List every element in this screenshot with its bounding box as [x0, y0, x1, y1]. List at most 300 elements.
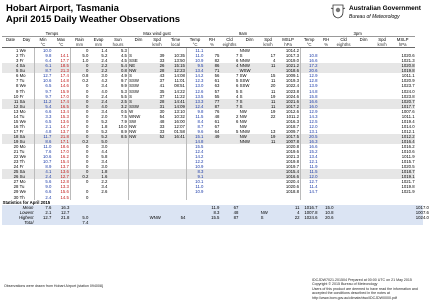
table-cell: 22: [13, 154, 19, 160]
table-cell: 11.2: [34, 99, 52, 104]
statistics-banner: Statistics for April 2015: [2, 200, 415, 205]
table-cell: 4: [273, 58, 276, 64]
table-cell: 13.4: [186, 68, 204, 73]
table-cell: Tu: [19, 113, 25, 119]
table-cell: 1022.4: [285, 83, 300, 89]
table-cell: 12.8: [60, 179, 69, 185]
table-cell: 0: [70, 63, 89, 68]
table-cell: Fr: [19, 93, 24, 99]
statistics-cell: 1024.0: [415, 214, 429, 220]
table-cell: Fr: [19, 128, 24, 134]
table-cell: 4.5: [120, 58, 127, 64]
statistics-cell: [128, 220, 149, 225]
table-cell: 0: [70, 144, 89, 149]
table-cell: 11: [270, 88, 276, 94]
table-cell: 13.6: [52, 169, 70, 174]
statistics-cell: 22: [276, 215, 300, 220]
table-cell: SSE: [128, 58, 149, 63]
table-cell: 5: [2, 68, 19, 73]
table-cell: 15.1: [186, 134, 204, 139]
table-cell: 5.8: [101, 154, 108, 160]
report-title-period: April 2015 Daily Weather Observations: [6, 14, 181, 25]
table-cell: 5.0: [89, 139, 108, 144]
table-cell: 15.4: [60, 159, 69, 165]
footer-station-note: Observations were drawn from Hobart Airport {station 094008}: [4, 284, 104, 288]
table-cell: 13.7: [60, 164, 69, 170]
table-cell: 1011.1: [401, 73, 415, 79]
table-cell: 2: [236, 113, 239, 119]
table-cell: 33: [159, 123, 165, 129]
table-cell: 52: [149, 134, 165, 139]
table-cell: Sa: [19, 99, 34, 104]
statistics-cell: 4: [276, 210, 300, 215]
table-cell: 0.2: [70, 139, 89, 144]
table-cell: NNW: [239, 128, 250, 134]
table-cell: 1.8: [89, 169, 108, 174]
weather-observations-table: [2, 31, 429, 225]
statistics-cell: S: [260, 215, 276, 220]
table-cell: 12.6: [186, 89, 204, 94]
table-cell: 2.1: [34, 124, 52, 129]
table-cell: 3.4: [101, 83, 108, 89]
table-cell: Su: [19, 139, 34, 144]
table-cell: 57: [214, 88, 220, 94]
table-cell: Sa: [19, 169, 34, 174]
table-cell: 1012.1: [401, 128, 415, 134]
table-cell: 0: [70, 195, 89, 200]
table-cell: 1019.8: [390, 68, 415, 73]
table-cell: 1015.4: [276, 169, 300, 174]
table-cell: 4: [236, 93, 239, 99]
table-cell: S: [128, 99, 149, 104]
statistics-cell: 16.3: [52, 205, 70, 210]
table-cell: 10.6: [34, 154, 52, 159]
statistics-label: Total: [2, 220, 34, 225]
table-cell: 1016.3: [285, 118, 300, 124]
column-unit: °C: [34, 42, 52, 48]
table-cell: 2.0: [101, 113, 108, 119]
table-cell: Su: [19, 174, 34, 179]
table-cell: 9.1: [186, 174, 204, 179]
table-cell: 11.4: [300, 184, 318, 189]
table-cell: We: [19, 118, 26, 124]
table-cell: 16:41: [165, 134, 186, 139]
statistics-cell: 67: [220, 205, 239, 210]
column-header: Max: [56, 37, 66, 43]
statistics-label: Mean: [2, 205, 34, 210]
table-cell: 7: [16, 78, 19, 84]
table-cell: 4.2: [101, 78, 108, 84]
table-cell: 1023.7: [401, 83, 415, 89]
table-cell: 11.7: [34, 134, 52, 139]
statistics-cell: 7.6: [34, 205, 52, 210]
table-cell: 8.9: [34, 164, 52, 169]
table-cell: 1017.3: [285, 53, 300, 59]
table-cell: 1021.6: [276, 99, 300, 104]
table-cell: 12.4: [186, 104, 204, 109]
table-cell: 1019.6: [285, 149, 300, 155]
statistics-cell: [415, 220, 423, 225]
table-cell: 1020.7: [390, 99, 415, 104]
statistics-cell: 20.6: [318, 215, 334, 220]
column-unit: mm: [70, 42, 89, 48]
table-cell: 01:58: [174, 128, 185, 134]
table-cell: 08:51: [174, 83, 185, 89]
daily-rows: [2, 48, 423, 200]
table-cell: Tu: [19, 149, 25, 155]
statistics-cell: 1016.7: [300, 205, 318, 210]
table-cell: 15.8: [300, 94, 318, 99]
statistics-cell: [186, 220, 204, 225]
statistics-cell: 5.0: [70, 215, 89, 220]
table-cell: 41: [159, 83, 165, 89]
table-cell: 19: [270, 93, 276, 99]
statistics-cell: 21.8: [52, 215, 70, 220]
footer-copyright-block: [312, 278, 424, 300]
table-cell: 10.0: [34, 48, 52, 54]
table-cell: 1017.2: [276, 104, 300, 109]
table-cell: 1.6: [89, 174, 108, 179]
table-cell: 14: [13, 113, 19, 119]
table-cell: 14.7: [60, 123, 69, 129]
table-cell: We: [19, 189, 26, 195]
table-cell: 13: [270, 128, 276, 134]
statistics-cell: [34, 220, 52, 225]
table-cell: 1019.4: [401, 118, 415, 124]
table-cell: NNW: [239, 58, 250, 64]
table-cell: W: [128, 109, 149, 114]
table-cell: NNW: [239, 48, 250, 54]
footer-line-4: accepted the conditions described in the notes at: [312, 291, 390, 296]
table-cell: 31: [149, 104, 165, 109]
statistics-cell: NW: [260, 210, 276, 215]
statistics-cell: [260, 220, 276, 225]
table-cell: 10.0: [118, 123, 127, 129]
table-cell: 10:32: [174, 113, 185, 119]
table-cell: 11: [2, 99, 19, 104]
table-cell: 55: [214, 93, 220, 99]
table-cell: We: [19, 83, 26, 89]
table-cell: 35: [159, 88, 165, 94]
table-cell: 0: [70, 124, 89, 129]
table-cell: 2.5: [108, 99, 128, 104]
table-cell: 16.5: [52, 104, 70, 109]
table-cell: 7.9: [120, 118, 127, 124]
statistics-cell: 1017.0: [415, 204, 429, 210]
group-max-wind-gust: Max wind gust: [128, 31, 186, 37]
column-header: Dirn: [245, 37, 254, 43]
table-cell: 13:10: [174, 108, 185, 114]
table-cell: 1018.7: [285, 123, 300, 129]
table-cell: 15.3: [60, 113, 69, 119]
statistics-cell: 8.3: [204, 210, 220, 215]
table-cell: Th: [19, 88, 25, 94]
table-cell: 6.6: [34, 189, 52, 194]
table-cell: 3.4: [101, 108, 108, 114]
column-header: Temp: [303, 37, 315, 43]
table-cell: 4.1: [34, 169, 52, 174]
table-cell: 5.6: [34, 179, 52, 184]
statistics-cell: [374, 220, 390, 225]
table-cell: 14.5: [60, 194, 69, 200]
statistics-label: Highest: [2, 215, 34, 220]
table-cell: NW: [128, 134, 149, 139]
table-cell: 13.3: [186, 99, 204, 104]
table-cell: 1018.6: [276, 68, 300, 73]
table-cell: 0: [70, 48, 89, 54]
statistics-row: [2, 220, 423, 225]
statistics-cell: [89, 220, 108, 225]
table-cell: Su: [19, 104, 34, 109]
column-header: Spd: [264, 37, 272, 43]
table-cell: 14.3: [300, 114, 318, 119]
table-cell: SSW: [128, 78, 149, 83]
table-cell: 10.7: [34, 159, 52, 164]
table-cell: 0: [70, 179, 89, 184]
table-cell: 0.8: [70, 73, 89, 78]
table-cell: 27: [13, 179, 19, 185]
table-cell: 15.2: [300, 149, 318, 154]
table-cell: S: [239, 104, 260, 109]
table-cell: 10.9: [186, 164, 204, 169]
table-cell: 20: [270, 83, 276, 89]
table-cell: SSW: [239, 78, 250, 84]
table-cell: 12.7: [300, 179, 318, 184]
column-header: Cld: [340, 37, 347, 43]
table-cell: 14.8: [186, 139, 204, 144]
table-cell: 1016.6: [276, 174, 300, 179]
column-unit: hPa: [276, 42, 300, 48]
table-cell: 2.2: [89, 63, 108, 68]
table-cell: 3.2: [108, 104, 128, 109]
table-cell: 14.8: [60, 78, 69, 84]
table-cell: 0: [70, 164, 89, 169]
table-cell: 6.6: [34, 109, 52, 114]
table-cell: 13.0: [186, 83, 204, 88]
table-cell: Th: [19, 194, 25, 200]
statistics-cell: 87: [220, 215, 239, 220]
table-cell: 5.3: [120, 48, 127, 54]
table-cell: 2.6: [101, 189, 108, 195]
table-cell: 54: [159, 113, 165, 119]
table-cell: 12.9: [300, 73, 318, 78]
table-cell: 23: [13, 159, 19, 165]
column-header: MSLP: [282, 37, 294, 43]
table-cell: 1021.2: [276, 63, 300, 68]
statistics-cell: [108, 220, 128, 225]
table-cell: 0.2: [70, 78, 89, 83]
table-cell: 20.6: [300, 68, 318, 73]
table-cell: 4: [2, 63, 19, 68]
table-cell: 1012.2: [390, 134, 415, 139]
table-cell: 1.4: [101, 48, 108, 54]
table-cell: 1020.4: [285, 179, 300, 185]
table-cell: 28: [149, 99, 165, 104]
statistics-cell: 2.1: [34, 210, 52, 215]
table-cell: 12.7: [52, 174, 70, 179]
table-cell: 0: [70, 99, 89, 104]
table-cell: 2.2: [101, 179, 108, 185]
table-cell: 13: [13, 108, 19, 114]
table-cell: 13.6: [60, 118, 69, 124]
table-cell: NW: [239, 108, 247, 114]
table-cell: Fr: [19, 58, 24, 64]
statistics-cell: 7.4: [70, 220, 89, 225]
table-cell: 0.8: [108, 68, 128, 73]
table-cell: 1023.8: [285, 88, 300, 94]
column-unit: °C: [300, 42, 318, 48]
table-cell: 1020.6: [285, 184, 300, 190]
table-cell: 1019.8: [285, 159, 300, 165]
table-cell: 7.6: [34, 149, 52, 154]
table-cell: 16.3: [300, 139, 318, 144]
table-cell: 1007.6: [401, 108, 415, 114]
table-cell: 1019.1: [390, 174, 415, 179]
statistics-cell: [149, 220, 165, 225]
table-cell: 11.5: [300, 169, 318, 174]
column-header: Evap: [93, 37, 104, 43]
table-cell: 1021.9: [401, 189, 415, 195]
table-cell: 28: [149, 68, 165, 73]
table-cell: 9.7: [34, 94, 52, 99]
table-cell: 30: [13, 194, 19, 200]
table-cell: 12:23: [165, 68, 186, 73]
table-cell: 1021.3: [401, 58, 415, 64]
table-cell: 16: [13, 123, 19, 129]
column-header: Dirn: [134, 37, 143, 43]
table-cell: 8.4: [186, 119, 204, 124]
table-cell: SW: [128, 119, 149, 124]
table-cell: NW: [239, 123, 247, 129]
table-cell: 7: [236, 53, 239, 59]
table-cell: 49: [204, 134, 220, 139]
table-cell: 12.2: [186, 159, 204, 164]
table-cell: 4.8: [34, 129, 52, 134]
table-cell: 13.9: [300, 83, 318, 88]
table-cell: 1019.3: [285, 78, 300, 84]
table-cell: 0: [70, 189, 89, 194]
table-cell: 8: [16, 83, 19, 89]
statistics-cell: [239, 220, 260, 225]
table-cell: 3: [16, 58, 19, 64]
statistics-cell: [334, 220, 353, 225]
agency-name: Australian Government: [349, 5, 421, 12]
table-cell: 9.9: [120, 83, 127, 89]
table-cell: 4.0: [101, 88, 108, 94]
table-cell: 1019.7: [285, 164, 300, 170]
statistics-rows: [2, 199, 429, 225]
table-cell: 9.8: [186, 109, 204, 114]
table-cell: 3.3: [34, 114, 52, 119]
table-cell: S: [128, 73, 149, 78]
table-cell: NW: [239, 118, 247, 124]
table-cell: 9.7: [120, 78, 127, 84]
table-cell: 1019.8: [401, 184, 415, 190]
statistics-cell: 15.5: [204, 215, 220, 220]
table-cell: 14.1: [60, 53, 69, 59]
table-cell: 11: [260, 99, 276, 104]
table-cell: 18: [2, 134, 19, 139]
table-cell: 25: [2, 169, 19, 174]
table-cell: Th: [19, 159, 25, 165]
table-cell: 3.4: [101, 159, 108, 165]
statistics-cell: 12.7: [52, 210, 70, 215]
table-cell: S: [239, 88, 243, 94]
table-cell: SSW: [128, 89, 149, 94]
statistics-cell: [353, 220, 374, 225]
table-cell: S: [239, 99, 260, 104]
table-cell: 11.5: [186, 114, 204, 119]
table-cell: Sa: [19, 63, 34, 68]
column-unit: local: [165, 42, 186, 48]
table-cell: 1018.7: [390, 169, 415, 174]
table-cell: 12: [2, 104, 19, 109]
table-cell: WNW: [128, 114, 149, 119]
table-cell: NW: [128, 129, 149, 134]
table-cell: 9.7: [34, 89, 52, 94]
table-cell: 17.4: [60, 73, 69, 79]
column-unit: km/h: [260, 42, 276, 48]
table-cell: 12.3: [186, 78, 204, 83]
table-cell: 61: [214, 118, 220, 124]
table-cell: Mo: [19, 144, 26, 150]
table-cell: 75: [214, 53, 220, 59]
table-cell: 21.3: [52, 68, 70, 73]
table-cell: 11:01: [174, 78, 185, 84]
table-cell: NE: [128, 63, 149, 68]
table-cell: 22: [270, 113, 276, 119]
table-cell: 71: [204, 68, 220, 73]
table-cell: 10.1: [186, 179, 204, 184]
table-cell: 0: [70, 109, 89, 114]
table-cell: 17.0: [60, 93, 69, 99]
table-cell: 0.5: [120, 108, 127, 114]
table-cell: 13.5: [186, 94, 204, 99]
statistics-cell: [165, 220, 186, 225]
table-cell: Tu: [19, 184, 25, 190]
column-header: RH: [323, 37, 330, 43]
table-cell: 9.8: [34, 53, 52, 58]
column-header: RH: [208, 37, 216, 43]
table-cell: SW: [239, 73, 247, 79]
table-cell: 6: [236, 83, 239, 89]
table-cell: 1020.8: [285, 144, 300, 150]
table-cell: 0: [70, 119, 89, 124]
table-cell: 14.2: [186, 154, 204, 159]
table-cell: 14:22: [174, 88, 185, 94]
statistics-cell: [300, 220, 318, 225]
statistics-cell: [390, 220, 415, 225]
table-cell: 8.7: [186, 124, 204, 129]
table-cell: 17.7: [60, 58, 69, 64]
table-cell: 1.0: [70, 58, 89, 63]
column-header: Spd: [153, 37, 161, 43]
table-cell: 14.2: [186, 73, 204, 78]
statistics-cell: [220, 220, 239, 225]
table-cell: Mo: [19, 179, 26, 185]
table-cell: 5.2: [101, 53, 108, 59]
group-3pm: 3pm: [300, 31, 415, 37]
table-cell: 15: [13, 118, 19, 124]
table-cell: 0.2: [70, 174, 89, 179]
table-cell: 1017.5: [276, 134, 300, 139]
statistics-cell: [52, 220, 70, 225]
table-cell: 8.9: [120, 128, 127, 134]
table-cell: 6: [236, 58, 239, 64]
table-cell: 0: [70, 159, 89, 164]
table-cell: SSW: [128, 83, 149, 88]
table-cell: 8.3: [186, 169, 204, 174]
